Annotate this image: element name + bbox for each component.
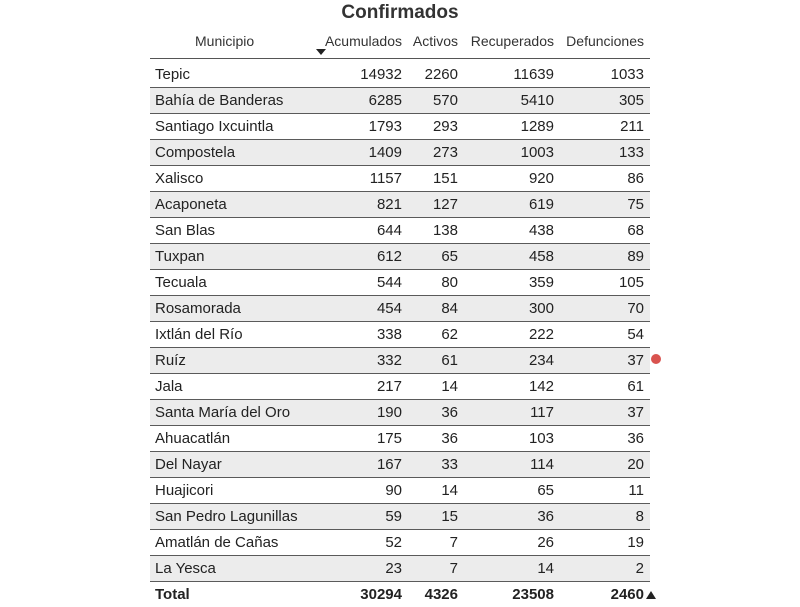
table-row[interactable]: [150, 322, 650, 348]
cell-acumulados: 167: [376, 456, 402, 473]
header-defunciones[interactable]: Defunciones: [566, 33, 644, 49]
cell-defunciones: 11: [628, 482, 644, 499]
cell-acumulados: 52: [385, 534, 402, 551]
cell-activos: 293: [432, 118, 458, 135]
cell-municipio: Tepic: [155, 66, 191, 83]
cell-activos: 273: [432, 144, 458, 161]
cell-recuperados: 300: [528, 300, 554, 317]
cell-activos: 65: [441, 248, 458, 265]
cell-activos: 127: [432, 196, 458, 213]
cell-recuperados: 36: [537, 508, 554, 525]
cell-acumulados: 217: [376, 378, 402, 395]
cell-municipio: Tecuala: [155, 274, 207, 291]
cell-municipio: Huajicori: [155, 482, 214, 499]
cell-activos: 80: [441, 274, 458, 291]
total-label: Total: [155, 586, 190, 603]
header-activos[interactable]: Activos: [412, 33, 458, 49]
table-row[interactable]: [150, 88, 650, 114]
cell-acumulados: 175: [376, 430, 402, 447]
cell-defunciones: 86: [627, 170, 644, 187]
table-row[interactable]: [150, 400, 650, 426]
cell-municipio: La Yesca: [155, 560, 216, 577]
cell-defunciones: 37: [627, 404, 644, 421]
total-defunciones: 2460: [610, 586, 644, 603]
cell-defunciones: 54: [627, 326, 644, 343]
table-row[interactable]: [150, 478, 650, 504]
confirmados-table: [150, 28, 650, 607]
cell-defunciones: 75: [627, 196, 644, 213]
total-row: [150, 582, 650, 607]
cell-activos: 570: [432, 92, 458, 109]
cell-defunciones: 37: [627, 352, 644, 369]
cell-acumulados: 14932: [360, 66, 402, 83]
cell-municipio: Bahía de Banderas: [155, 92, 284, 109]
cell-acumulados: 821: [376, 196, 402, 213]
cell-acumulados: 1793: [368, 118, 402, 135]
cell-activos: 151: [432, 170, 458, 187]
table-row[interactable]: [150, 530, 650, 556]
total-activos: 4326: [424, 586, 458, 603]
cell-municipio: Del Nayar: [155, 456, 222, 473]
cell-municipio: Acaponeta: [155, 196, 227, 213]
cell-municipio: Rosamorada: [155, 300, 241, 317]
cell-recuperados: 359: [528, 274, 554, 291]
cell-recuperados: 234: [528, 352, 554, 369]
table-row[interactable]: [150, 296, 650, 322]
cell-acumulados: 1157: [369, 170, 402, 187]
header-recuperados[interactable]: Recuperados: [470, 33, 554, 49]
cell-recuperados: 26: [537, 534, 554, 551]
table-row[interactable]: [150, 114, 650, 140]
cell-acumulados: 23: [385, 560, 402, 577]
cell-activos: 61: [441, 352, 458, 369]
cell-recuperados: 14: [537, 560, 554, 577]
cell-activos: 33: [441, 456, 458, 473]
cell-activos: 138: [432, 222, 458, 239]
cell-municipio: Ruíz: [155, 352, 186, 369]
cell-recuperados: 438: [528, 222, 554, 239]
cell-defunciones: 61: [627, 378, 644, 395]
cell-activos: 84: [441, 300, 458, 317]
cell-acumulados: 454: [376, 300, 402, 317]
table-row[interactable]: [150, 348, 650, 374]
header-acumulados[interactable]: Acumulados: [324, 33, 402, 49]
cell-acumulados: 1409: [368, 144, 402, 161]
cell-acumulados: 544: [376, 274, 402, 291]
cell-municipio: Ixtlán del Río: [155, 326, 243, 343]
table-row[interactable]: [150, 166, 650, 192]
cell-activos: 36: [441, 404, 458, 421]
cell-acumulados: 90: [385, 482, 402, 499]
table-row[interactable]: [150, 140, 650, 166]
table-row[interactable]: [150, 270, 650, 296]
cell-activos: 7: [449, 534, 458, 551]
cell-activos: 15: [441, 508, 458, 525]
cell-recuperados: 11639: [513, 66, 554, 83]
table-row[interactable]: [150, 374, 650, 400]
cell-recuperados: 117: [530, 404, 554, 421]
cell-recuperados: 920: [528, 170, 554, 187]
cell-activos: 2260: [424, 66, 458, 83]
table-row[interactable]: [150, 244, 650, 270]
up-arrow-icon: [646, 591, 656, 599]
cell-acumulados: 612: [376, 248, 402, 265]
cell-recuperados: 222: [528, 326, 554, 343]
table-row[interactable]: [150, 218, 650, 244]
cell-defunciones: 8: [635, 508, 644, 525]
table-row[interactable]: [150, 426, 650, 452]
cell-defunciones: 70: [627, 300, 644, 317]
cell-defunciones: 133: [618, 144, 644, 161]
cell-acumulados: 332: [376, 352, 402, 369]
cell-recuperados: 619: [528, 196, 554, 213]
cell-defunciones: 20: [627, 456, 644, 473]
cell-activos: 62: [441, 326, 458, 343]
cell-recuperados: 103: [528, 430, 554, 447]
cell-defunciones: 89: [627, 248, 644, 265]
table-row[interactable]: [150, 556, 650, 582]
cell-acumulados: 190: [376, 404, 402, 421]
table-header: [150, 28, 650, 59]
cell-municipio: Santiago Ixcuintla: [155, 118, 274, 135]
total-acumulados: 30294: [360, 586, 402, 603]
total-recuperados: 23508: [512, 586, 554, 603]
cell-defunciones: 305: [618, 92, 644, 109]
cell-defunciones: 211: [620, 118, 644, 135]
cell-defunciones: 19: [627, 534, 644, 551]
cell-municipio: Xalisco: [155, 170, 204, 187]
header-municipio[interactable]: Municipio: [195, 33, 255, 49]
cell-recuperados: 458: [528, 248, 554, 265]
table-row[interactable]: [150, 62, 650, 88]
cell-acumulados: 644: [376, 222, 402, 239]
cell-recuperados: 142: [528, 378, 554, 395]
cell-activos: 14: [441, 378, 458, 395]
table-title: Confirmados: [341, 2, 459, 23]
cell-defunciones: 2: [635, 560, 644, 577]
cell-municipio: Jala: [155, 378, 183, 395]
cell-recuperados: 5410: [520, 92, 554, 109]
cell-municipio: Compostela: [155, 144, 236, 161]
cell-activos: 7: [449, 560, 458, 577]
table-row[interactable]: [150, 192, 650, 218]
cell-municipio: Tuxpan: [155, 248, 205, 265]
cell-recuperados: 114: [530, 456, 554, 473]
cell-acumulados: 6285: [368, 92, 402, 109]
cell-acumulados: 59: [385, 508, 402, 525]
cell-municipio: Ahuacatlán: [155, 430, 231, 447]
cell-municipio: San Pedro Lagunillas: [155, 508, 298, 525]
table-row[interactable]: [150, 452, 650, 478]
cell-defunciones: 105: [618, 274, 644, 291]
cell-municipio: San Blas: [155, 222, 216, 239]
cell-defunciones: 36: [627, 430, 644, 447]
cell-municipio: Amatlán de Cañas: [155, 534, 279, 551]
table-body: [150, 62, 650, 582]
cell-recuperados: 1289: [520, 118, 554, 135]
cell-recuperados: 1003: [520, 144, 554, 161]
cell-activos: 36: [441, 430, 458, 447]
red-dot-marker: [651, 354, 661, 364]
sort-descending-icon[interactable]: [316, 49, 326, 55]
cell-municipio: Santa María del Oro: [155, 404, 291, 421]
cell-defunciones: 1033: [610, 66, 644, 83]
cell-acumulados: 338: [376, 326, 402, 343]
table-row[interactable]: [150, 504, 650, 530]
cell-activos: 14: [441, 482, 458, 499]
cell-recuperados: 65: [537, 482, 554, 499]
cell-defunciones: 68: [627, 222, 644, 239]
